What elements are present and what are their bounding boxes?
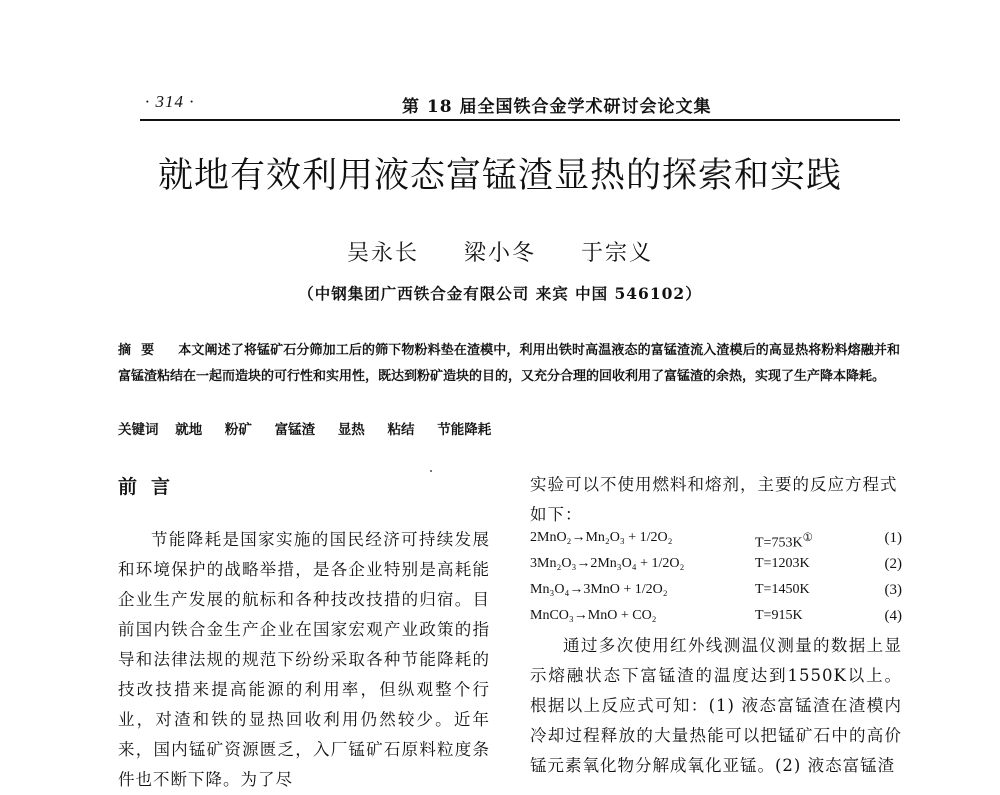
equation-row [530, 604, 902, 634]
author: 吴永长 [346, 241, 419, 266]
equation-temp: T=753K① [755, 531, 814, 551]
equation-temp: T=1203K [755, 556, 810, 571]
equation-temp: T=1450K [755, 582, 810, 597]
left-column-text: 节能降耗是国家实施的国民经济可持续发展和环境保护的战略举措，是各企业特别是高耗能企业生产发展的航标和各种技改技措的归宿。目前国内铁合金生产企业在国家宏观产业政策的指导和法律法规的规范下纷纷采取各种节能降耗的技改技措来提高能源的利用率，但纵观整个行业，对渣和铁的显热回收利用仍然较少。近年来，国内锰矿资源匮乏，入厂锰矿石原料粒度条件也不断下降。为了尽 [118, 530, 490, 789]
equation-formula: 3Mn₂O₃→2Mn₃O₄ + 1/2O₂ [530, 556, 685, 571]
abstract [118, 338, 900, 390]
keyword: 就地 [175, 422, 203, 438]
keyword: 粘结 [387, 422, 415, 438]
abstract-text: 本文阐述了将锰矿石分筛加工后的筛下物粉料垫在渣模中，利用出铁时高温液态的富锰渣流入渣模后的高显热将粉料熔融并和富锰渣粘结在一起而造块的可行性和实用性，既达到粉矿造块的目的，又充分合理的回收利用了富锰渣的余热，实现了生产降本降耗。 [118, 343, 900, 384]
keyword: 富锰渣 [274, 422, 316, 438]
page-number: · 314 · [145, 92, 195, 111]
header-rule [140, 119, 900, 121]
equation-formula: 2MnO₂→Mn₂O₃ + 1/2O₂ [530, 530, 673, 545]
keyword: 节能降耗 [437, 422, 492, 438]
keyword: 粉矿 [224, 422, 252, 438]
equation-number: (4) [884, 608, 902, 624]
section-title: 前言 [118, 476, 185, 498]
keyword: 显热 [337, 422, 365, 438]
abstract-label: 摘要 [118, 343, 165, 358]
right-column-text: 通过多次使用红外线测温仪测量的数据上显示熔融状态下富锰渣的温度达到1550K以上。根据以上反应式可知：(1) 液态富锰渣在渣模内冷却过程释放的大量热能可以把锰矿石中的高价锰元素氧化物分解成氧化亚锰。(2) 液态富锰渣 [530, 636, 902, 775]
author: 梁小冬 [463, 241, 536, 266]
scan-speck [430, 470, 432, 472]
equation-number: (2) [884, 556, 902, 572]
author: 于宗义 [581, 241, 654, 266]
equation-formula: MnCO₃→MnO + CO₂ [530, 608, 657, 623]
equation-number: (3) [884, 582, 902, 598]
paper-title: 就地有效利用液态富锰渣显热的探索和实践 [157, 156, 842, 196]
keywords-label: 关键词 [118, 422, 159, 438]
equation-temp: T=915K [755, 608, 803, 623]
keywords [118, 418, 509, 438]
right-column-intro: 实验可以不使用燃料和熔剂，主要的反应方程式如下： [530, 475, 898, 524]
equation-number: (1) [884, 530, 902, 546]
equation-formula: Mn₃O₄→3MnO + 1/2O₂ [530, 582, 668, 597]
affiliation: （中钢集团广西铁合金有限公司 来宾 中国 546102） [298, 284, 702, 303]
author-list [0, 236, 1000, 267]
footnote-mark: ① [802, 531, 814, 544]
journal-title: 第 18 届全国铁合金学术研讨会论文集 [402, 97, 712, 117]
